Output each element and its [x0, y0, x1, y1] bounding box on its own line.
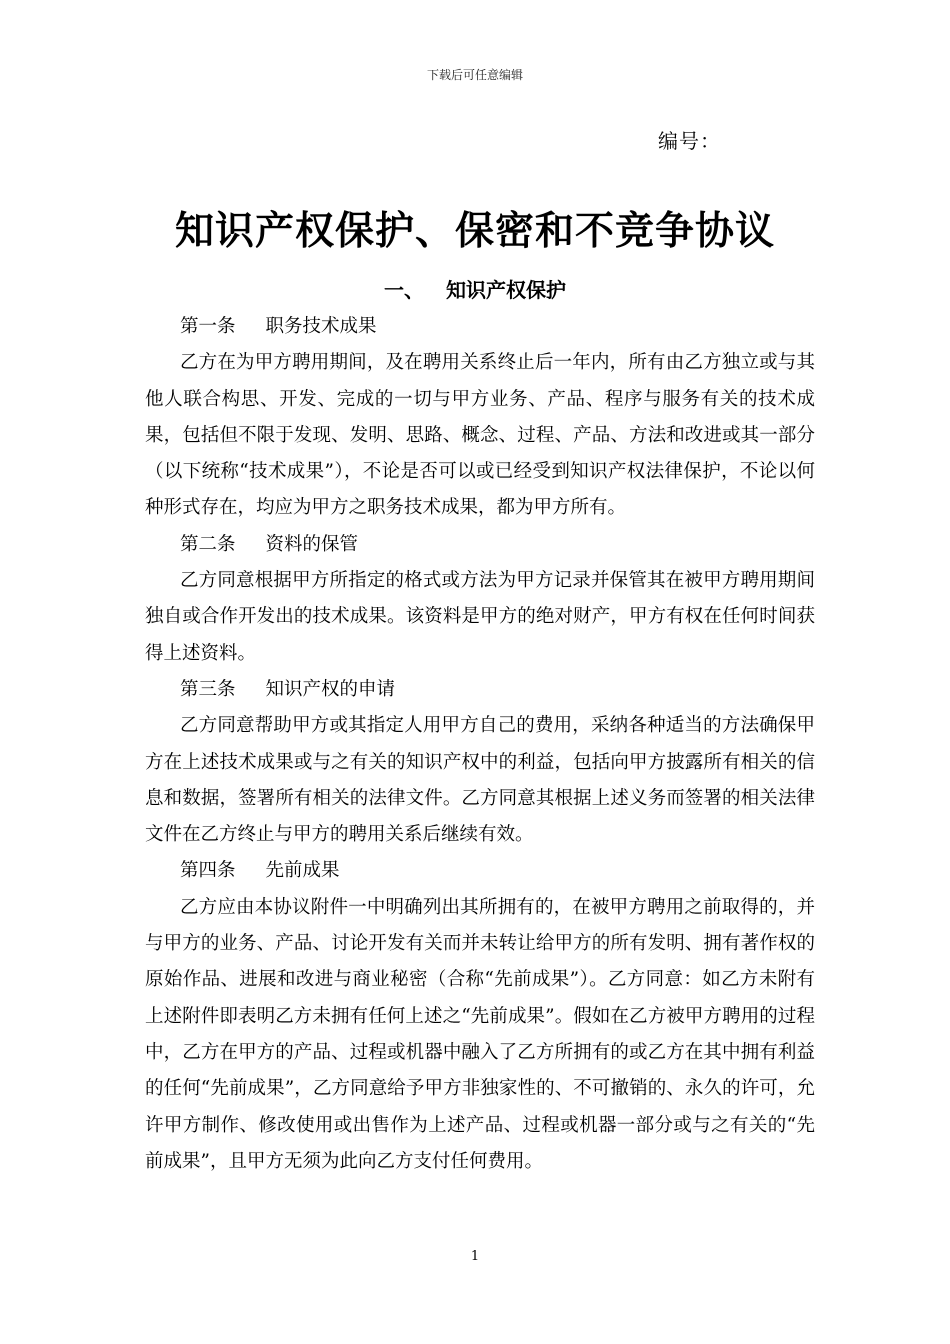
- article-paragraph: 乙方在为甲方聘用期间，及在聘用关系终止后一年内，所有由乙方独立或与其他人联合构思、开发、完成的一切与甲方业务、产品、程序与服务有关的技术成果，包括但不限于发现、发明、思路、概念、过程、产品、方法和改进或其一部分（以下统称“技术成果”），不论是否可以或已经受到知识产权法律保护，不论以何种形式存在，均应为甲方之职务技术成果，都为甲方所有。: [145, 352, 815, 519]
- body-text: [145, 309, 815, 1180]
- article-heading: [145, 672, 815, 708]
- document-title: 知识产权保护、保密和不竞争协议: [174, 208, 775, 254]
- section-heading: [0, 274, 950, 303]
- article-heading: [145, 527, 815, 563]
- header-note: 下载后可任意编辑: [426, 68, 523, 82]
- section-number: 一、: [384, 278, 424, 302]
- article-number: 第四条: [180, 860, 236, 882]
- article-name: 资料的保管: [265, 533, 359, 555]
- article-heading: [145, 853, 815, 889]
- article-paragraph: 乙方同意根据甲方所指定的格式或方法为甲方记录并保管其在被甲方聘用期间独自或合作开发出的技术成果。该资料是甲方的绝对财产，甲方有权在任何时间获得上述资料。: [145, 570, 815, 664]
- page-number: 1: [470, 1249, 480, 1264]
- section-title: 知识产权保护: [446, 278, 566, 302]
- article-number: 第一条: [180, 316, 236, 337]
- article-name: 职务技术成果: [265, 316, 377, 337]
- article-name: 先前成果: [265, 860, 340, 882]
- article-paragraph: 乙方同意帮助甲方或其指定人用甲方自己的费用，采纳各种适当的方法确保甲方在上述技术成果或与之有关的知识产权中的利益，包括向甲方披露所有相关的信息和数据，签署所有相关的法律文件。乙方同意其根据上述义务而签署的相关法律文件在乙方终止与甲方的聘用关系后继续有效。: [145, 715, 815, 846]
- article-heading: [145, 309, 815, 345]
- article-number: 第二条: [180, 533, 236, 555]
- article-name: 知识产权的申请: [265, 678, 396, 700]
- document-number-label: 编号：: [658, 129, 721, 153]
- article-paragraph: 乙方应由本协议附件一中明确列出其所拥有的，在被甲方聘用之前取得的，并与甲方的业务、产品、讨论开发有关而并未转让给甲方的所有发明、拥有著作权的原始作品、进展和改进与商业秘密（合称“先前成果”）。乙方同意：如乙方未附有上述附件即表明乙方未拥有任何上述之“先前成果”。假如在乙方被甲方聘用的过程中，乙方在甲方的产品、过程或机器中融入了乙方所拥有的或乙方在其中拥有利益的任何“先前成果”，乙方同意给予甲方非独家性的、不可撤销的、永久的许可，允许甲方制作、修改使用或出售作为上述产品、过程或机器一部分或与之有关的“先前成果”，且甲方无须为此向乙方支付任何费用。: [145, 896, 815, 1172]
- article-number: 第三条: [180, 678, 236, 700]
